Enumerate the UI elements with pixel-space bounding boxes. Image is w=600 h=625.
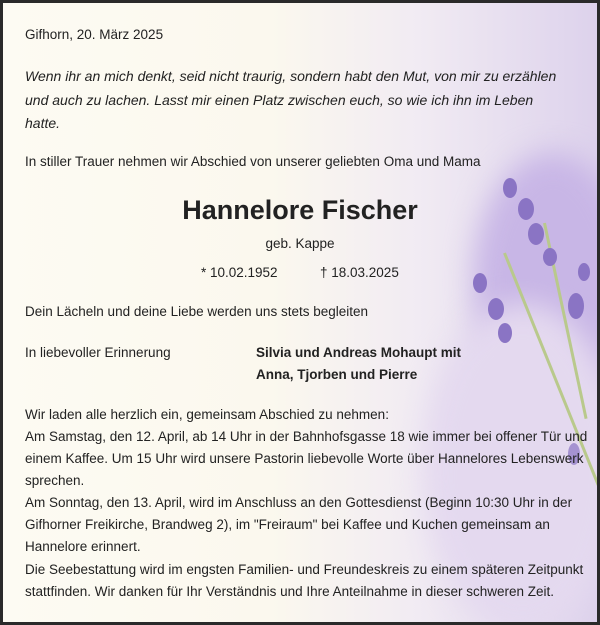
- place-date: Gifhorn, 20. März 2025: [25, 27, 164, 42]
- quote-line: Wenn ihr an mich denkt, seid nicht traurig, sondern habt den Mut, von mir zu erzählen: [25, 68, 557, 84]
- obituary-card: [3, 3, 597, 622]
- invitation-line: sprechen.: [25, 473, 85, 488]
- invitation-line: Am Samstag, den 12. April, ab 14 Uhr in der Bahnhofsgasse 18 wie immer bei offener Tür und: [25, 429, 588, 444]
- quote-line: hatte.: [25, 115, 61, 131]
- death-date: † 18.03.2025: [320, 265, 399, 280]
- deceased-name: Hannelore Fischer: [182, 195, 418, 225]
- closing-line: stattfinden. Wir danken für Ihr Verständnis und Ihre Anteilnahme in dieser schweren Zeit.: [25, 584, 555, 599]
- birth-date: * 10.02.1952: [201, 265, 278, 280]
- invitation-line: Hannelore erinnert.: [25, 539, 141, 554]
- mourners-line: Anna, Tjorben und Pierre: [256, 367, 418, 382]
- motto: Dein Lächeln und deine Liebe werden uns stets begleiten: [25, 304, 368, 319]
- intro-text: In stiller Trauer nehmen wir Abschied von unserer geliebten Oma und Mama: [25, 154, 481, 169]
- mourners-line: Silvia und Andreas Mohaupt mit: [256, 345, 462, 360]
- invitation-line: Am Sonntag, den 13. April, wird im Anschluss an den Gottesdienst (Beginn 10:30 Uhr in der: [25, 495, 573, 510]
- invitation-line: Gifhorner Freikirche, Brandweg 2), im "Freiraum" bei Kaffee und Kuchen gemeinsam an: [25, 517, 550, 532]
- memory-label: In liebevoller Erinnerung: [25, 345, 171, 360]
- invitation-line: Wir laden alle herzlich ein, gemeinsam Abschied zu nehmen:: [25, 407, 389, 422]
- invitation-line: einem Kaffee. Um 15 Uhr wird unsere Pastorin liebevolle Worte über Hannelores Lebenswerk: [25, 451, 584, 466]
- closing-line: Die Seebestattung wird im engsten Familien- und Freundeskreis zu einem späteren Zeitpunkt: [25, 562, 584, 577]
- birth-name: geb. Kappe: [265, 236, 335, 251]
- quote-line: und auch zu lachen. Lasst mir einen Platz zwischen euch, so wie ich ihn im Leben: [25, 92, 534, 108]
